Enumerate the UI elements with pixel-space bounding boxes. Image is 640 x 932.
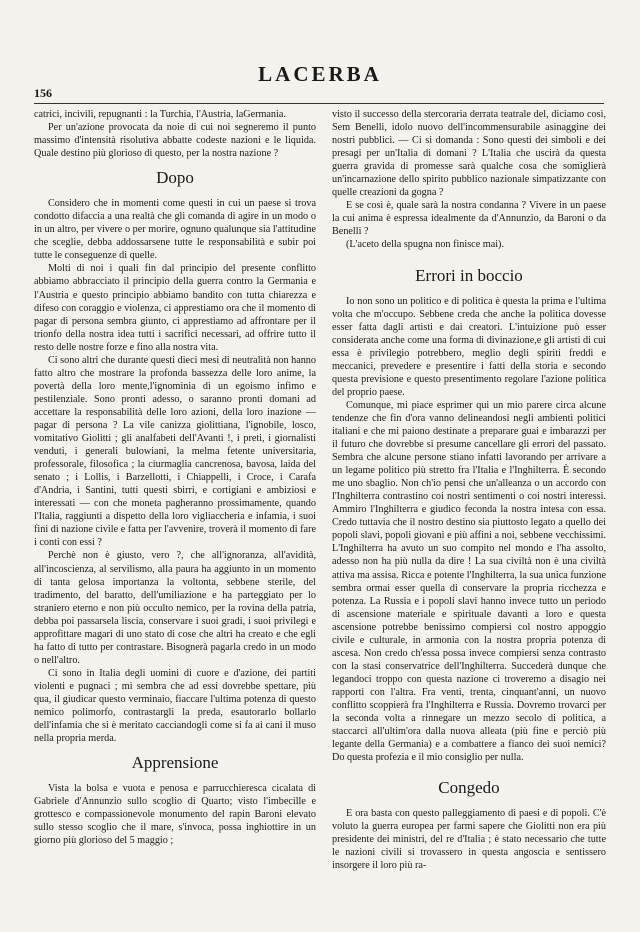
paragraph: Io non sono un politico e di politica è questa la prima e l'ultima volta che m'occupo. Sebbene creda che anche la politica dovesse esser fatta dagli artisti e dai creatori. L'intuizione può esser considerata anche come una forma di divinazione,e gli artisti di cui essa è privilegio potrebbero, meglio degli spiriti freddi e meccanici, prevedere e presentire i fatti della storia e secondo questa previsione e questo presentimento regolare l'azione politica del proprio paese.: [332, 295, 606, 398]
page-number: 156: [34, 86, 52, 100]
section-heading-errori-in-boccio: Errori in boccio: [415, 265, 523, 285]
section-heading-congedo: Congedo: [438, 778, 500, 798]
paragraph: Per un'azione provocata da noie di cui noi segneremo il punto massimo d'intensità risolutiva abbatte codeste nazioni e le liquida. Quale destino più glorioso di questo, per la nostra nazione ?: [34, 122, 316, 160]
paragraph: Vista la bolsa e vuota e penosa e parrucchieresca cicalata di Gabriele d'Annunzio sullo scoglio di Quarto; visto l'imbecille e grottesco e compassionevole monumento del rapin Baroni elevato sullo stesso scoglio che il mare, s'invoca, possa inghiottire in un giorno più glorioso del 5 maggio ;: [34, 783, 316, 847]
paragraph: Considero che in momenti come questi in cui un paese si trova condotto difaccia a una realtà che gli comanda di agire in un modo o in un altro, per vivere o per morire, ognuno qualunque sia l'attitudine che sceglie, debba addossarsene tutte le responsabilità e subir poi tutte le conseguenze di quelle.: [34, 198, 316, 262]
paragraph: Molti di noi i quali fin dal principio del presente conflitto abbiamo abbracciato il principio della guerra contro la Germania e l'Austria e questo principio abbiamo bandito con tutta chiarezza e difeso con coraggio e violenza, ci apprestiamo ora che il momento di pagar di persona sembra giunto, ci apprestiamo ad affrontare per il trionfo della nostra idea tutti i sacrifici necessari, ad offrire tutto il resto delle nostre forze e fino alla nostra vita.: [34, 263, 316, 353]
paragraph: E se così è, quale sarà la nostra condanna ? Vivere in un paese la cui anima è espressa idealmente da d'Annunzio, da Baroni o da Benelli ?: [332, 200, 606, 238]
section-heading-apprensione: Apprensione: [131, 753, 219, 773]
paragraph: (L'aceto della spugna non finisce mai).: [346, 239, 504, 251]
paragraph: Ci sono in Italia degli uomini di cuore e d'azione, dei partiti violenti e pugnaci ; mi sembra che ad essi dovrebbe spettare, più qua, il giudicar questo verminaio, fiaccare l'ultima potenza di questo nemico polimorfo, contrastargli la preda, esautorarlo bollarlo dell'infamia che si è meritato cacciandogli come si fa ai cani il muso nella propria merda.: [34, 667, 316, 745]
paragraph: catrici, incivili, repugnanti : la Turchia, l'Austria, laGermania.: [34, 109, 286, 120]
header-rule: [34, 103, 604, 104]
right-column: [332, 108, 606, 872]
left-column: [34, 108, 316, 847]
section-heading-dopo: Dopo: [156, 168, 194, 188]
paragraph: Ci sono altri che durante questi dieci mesi di neutralità non hanno fatto altro che mostrare la profonda bassezza delle loro anime, la povertà della loro mente,l'ignominia di un egoismo infimo e pestilenziale. Sono pronti adesso, o saranno pronti domani ad accettare la responsabilità delle loro azioni, della loro inazione — pagar di persona ? La vile canizza giolittiana, l'ignobile, losco, vomitativo Giolitti ; gli analfabeti dell'Avanti !, i preti, i giornalisti venduti, i generali bulowiani, la melma fetente universitaria, professorale, filosofica ; la ciurmaglia cancrenosa, bavosa, laida del senato ; i Lollis, i Barzellotti, i Chiappelli, i Croce, i Carafa d'Andria, i Santini, tutti questi sbirri, e cortigiani e ambiziosi e interessati — con che moneta pagheranno prossimamente, quando l'Italia, raggiunti a dispetto della loro vigliaccheria e infamia, i suoi fini di nazione civile e fatta per l'avvenire, troverà il momento di fare i conti con essi ?: [34, 354, 316, 549]
paragraph: Comunque, mi piace esprimer qui un mio parere circa alcune tendenze che fin d'ora vanno delineandosi negli ambienti politici italiani e che mi paiono destinate a preparare guai e imbarazzi per il futuro che dovrebbe si presume cancellare gli errori del passato. Sembra che alcune persone stiano infatti lavorando per arrivare a un legame politico più stretto fra l'Italia e l'Inghilterra. È secondo me uno sbaglio. Non ch'io pensi che un'alleanza o un accordo con l'Inghilterra contrastino coi nostri sentimenti o coi nostri interessi. Ammiro l'Inghilterra e giudico feconda la nostra intesa con essa. Credo tuttavia che il nostro destino sia piuttosto legato a quello dei popoli slavi, popoli giovani e più affini a noi, sebbene vecchissimi. L'Inghilterra ha avuto un suo compito nel mondo e l'ha assolto, adesso non ha più nulla da dire ! La sua civiltà non è una civiltà attiva ma assisa. Ricca e potente l'Inghilterra, la sua unica funzione sembra ormai esser quella di conservare la propria ricchezza e potenza. La Russia e i popoli slavi hanno invece tutto un periodo di ascensione materiale e spirituale davanti a loro e questa ascensione potrebbe benissimo compiersi col nostro appoggio civile e culturale, in armonia con la nostra propria potenza di ascesa. Non credo ch'essa possa invece compiersi senza contrasto con la stasi conservatrice dell'Inghilterra. Succederà dunque che legandoci troppo con questa nazione ci troveremo a disagio nei rapporti con l'altra. Fra venti, trenta, cinquant'anni, un nuovo conflitto scoppierà fra l'Inghilterra e Russia. Dovremo trovarci per la seconda volta a rinnegare un mezzo secolo di politica, a staccarci all'ultim'ora dalla nuova alleata (più fine e perciò più legante della Germania) e a combattere a fianco dei suoi nemici? Do questa profezia e il mio consiglio per nulla.: [332, 399, 606, 764]
paragraph: Perchè non è giusto, vero ?, che all'ignoranza, all'avidità, all'incoscienza, al servilismo, alla paura ha aggiunto in un momento di tanta gelosa importanza la voltonta, sebbene sterile, del tradimento, del baratto, dell'umiliazione e ha parteggiato per lo straniero eterno e non più occulto nemico, per la rovina della patria, debba poi passarsela liscia, conservare i suoi gradi, i suoi privilegi e approfittare magari di uno stato di cose che altri ha creato e che egli ha fatto di tutto per contrastare. Bisognerà pagarla credo in un modo o nell'altro.: [34, 550, 316, 666]
paragraph: visto il successo della stercoraria derrata teatrale del, diciamo così, Sem Benelli, idolo nuovo dell'incommensurabile asinaggine dei nostri pubblici. — Ci si domanda : Sono questi dei simboli e dei presagi per un'Italia di domani ? L'Italia che uscirà da questa guerra gravida di promesse sarà qualche cosa che somiglierà un'incarnazione dello spirito pubblico nazionale simpatizzante con quelle creazioni da gogna ?: [332, 109, 606, 199]
paragraph: E ora basta con questo palleggiamento di paesi e di popoli. C'è voluto la guerra europea per farmi sapere che Giolitti non era più presidente dei ministri, del re d'Italia ; è stato necessario che tutte le nazioni civili si trovassero in questa angoscia e sentissero insorgere il loro più ra-: [332, 808, 606, 872]
masthead-title: LACERBA: [258, 62, 382, 86]
